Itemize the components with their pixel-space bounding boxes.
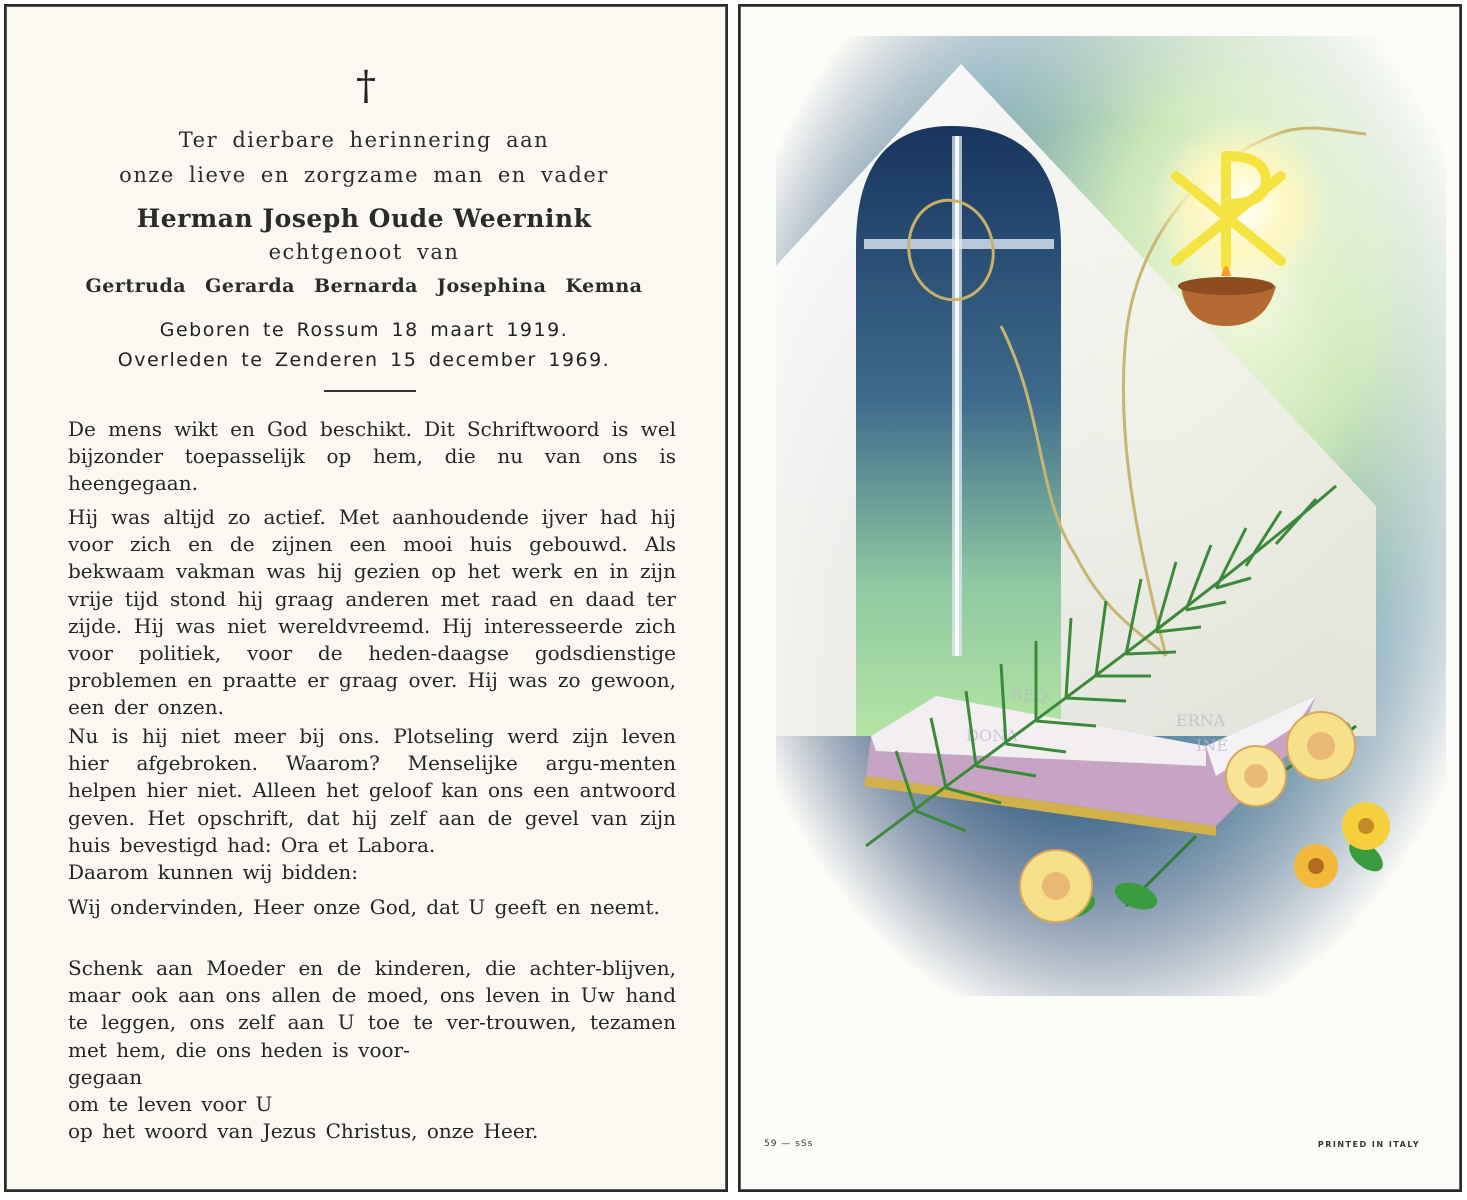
book-text-3: ERNA — [1176, 711, 1226, 730]
deceased-name: Herman Joseph Oude Weernink — [136, 204, 592, 233]
prayer-line-op: op het woord van Jezus Christus, onze Heer. — [68, 1119, 539, 1144]
paragraph-3 — [68, 723, 676, 886]
paragraph-5-text: Schenk aan Moeder en de kinderen, die achter-blijven, maar ook aan ons allen de moed, ons leven in Uw hand te leggen, ons zelf aan U toe te ver-trouwen, tezamen met hem, die ons heden is voor- — [68, 956, 676, 1062]
book-text-1: REQ — [1011, 686, 1048, 705]
print-code: 59 — sSs — [764, 1139, 814, 1149]
paragraph-3-last-line: Daarom kunnen wij bidden: — [68, 860, 358, 885]
book-text-4: INE — [1196, 736, 1228, 755]
paragraph-5 — [68, 955, 676, 1145]
paragraph-1-text: De mens wikt en God beschikt. Dit Schriftwoord is wel bijzonder toepasselijk op hem, die nu van ons is heengegaan. — [68, 417, 676, 496]
prayer-line-om: om te leven voor U — [68, 1092, 273, 1117]
paragraph-4-text: Wij ondervinden, Heer onze God, dat U geeft en neemt. — [68, 895, 660, 919]
intro-line-1: Ter dierbare herinnering aan — [178, 128, 550, 152]
death-line: Overleden te Zenderen 15 december 1969. — [117, 349, 611, 371]
paragraph-4 — [68, 894, 676, 921]
book-text-2: DONA — [966, 726, 1018, 745]
paragraph-2-text: Hij was altijd zo actief. Met aanhoudende ijver had hij voor zich en de zijnen een mooi huis gebouwd. Als bekwaam vakman was hij gezien op het werk en in zijn vrije tijd stond hij graag anderen met raad en daad ter zijde. Hij was niet wereldvreemd. Hij interesseerde zich voor politiek, voor de heden-daagse godsdienstige problemen en praatte er graag over. Hij was zo gewoon, een der onzen. — [68, 505, 676, 720]
cross-icon: † — [356, 63, 376, 109]
holy-image-card — [738, 4, 1462, 1192]
paragraph-2 — [68, 504, 676, 722]
divider — [324, 390, 416, 392]
spouse-intro: echtgenoot van — [268, 240, 460, 264]
devotional-illustration — [776, 36, 1446, 996]
paragraph-1 — [68, 416, 676, 498]
prayer-line-gegaan: gegaan — [68, 1064, 143, 1089]
memorial-text-card — [4, 4, 728, 1192]
intro-line-2: onze lieve en zorgzame man en vader — [119, 163, 609, 187]
spouse-name: Gertruda Gerarda Bernarda Josephina Kemna — [85, 275, 643, 297]
paragraph-3-text: Nu is hij niet meer bij ons. Plotseling werd zijn leven hier afgebroken. Waarom? Menselijke argu-menten helpen hier niet. Alleen het geloof kan ons een antwoord geven. Het opschrift, dat hij zelf aan de gevel van zijn huis bevestigd had: Ora et Labora. — [68, 724, 676, 857]
printed-in-italy: PRINTED IN ITALY — [1317, 1140, 1420, 1149]
birth-line: Geboren te Rossum 18 maart 1919. — [159, 319, 569, 341]
